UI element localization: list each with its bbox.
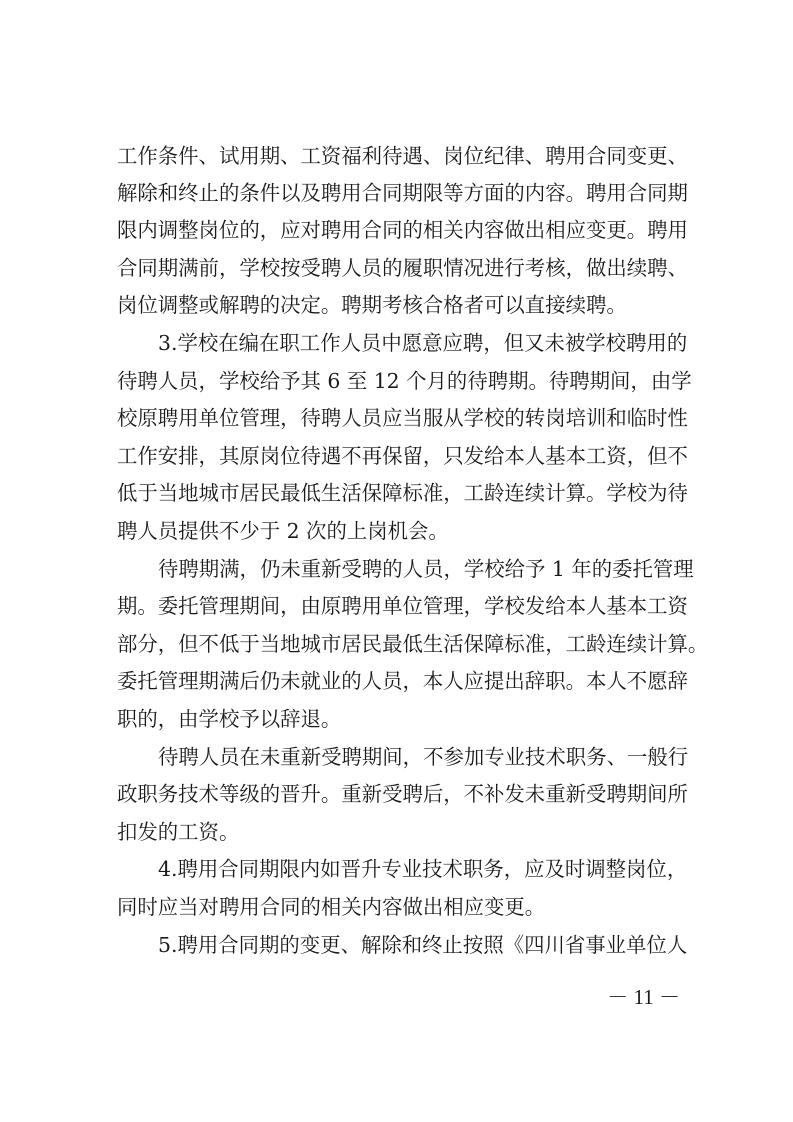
paragraph-start-line: 待聘期满，仍未重新受聘的人员，学校给予 1 年的委托管理 (158, 557, 694, 581)
paragraph-start-line: 3.学校在编在职工作人员中愿意应聘，但又未被学校聘用的 (158, 331, 688, 355)
text-line: 期。委托管理期间，由原聘用单位管理，学校发给本人基本工资 (117, 594, 688, 618)
text-line: 限内调整岗位的，应对聘用合同的相关内容做出相应变更。聘用 (117, 218, 688, 242)
text-line: 工作条件、试用期、工资福利待遇、岗位纪律、聘用合同变更、 (117, 144, 688, 168)
text-line: 低于当地城市居民最低生活保障标准，工龄连续计算。学校为待 (117, 481, 688, 505)
text-line: 聘人员提供不少于 2 次的上岗机会。 (117, 519, 449, 543)
text-line: 校原聘用单位管理，待聘人员应当服从学校的转岗培训和临时性 (117, 406, 688, 430)
text-line: 政职务技术等级的晋升。重新受聘后，不补发未重新受聘期间所 (117, 782, 688, 806)
text-line: 扣发的工资。 (117, 820, 240, 844)
paragraph-start-line: 4.聘用合同期限内如晋升专业技术职务，应及时调整岗位， (158, 857, 688, 881)
text-line: 解除和终止的条件以及聘用合同期限等方面的内容。聘用合同期 (117, 181, 688, 205)
text-line: 待聘人员，学校给予其 6 至 12 个月的待聘期。待聘期间，由学 (117, 369, 692, 393)
text-line: 工作安排，其原岗位待遇不再保留，只发给本人基本工资，但不 (117, 444, 688, 468)
text-line: 合同期满前，学校按受聘人员的履职情况进行考核，做出续聘、 (117, 256, 688, 280)
page-number: － 11 － (607, 985, 680, 1009)
text-line: 职的，由学校予以辞退。 (117, 707, 342, 731)
text-line: 委托管理期满后仍未就业的人员，本人应提出辞职。本人不愿辞 (117, 669, 688, 693)
text-line: 岗位调整或解聘的决定。聘期考核合格者可以直接续聘。 (117, 293, 627, 317)
text-line: 同时应当对聘用合同的相关内容做出相应变更。 (117, 895, 546, 919)
text-line: 部分，但不低于当地城市居民最低生活保障标准，工龄连续计算。 (117, 632, 709, 656)
paragraph-start-line: 待聘人员在未重新受聘期间，不参加专业技术职务、一般行 (158, 745, 689, 769)
paragraph-start-line: 5.聘用合同期的变更、解除和终止按照《四川省事业单位人 (158, 933, 688, 957)
